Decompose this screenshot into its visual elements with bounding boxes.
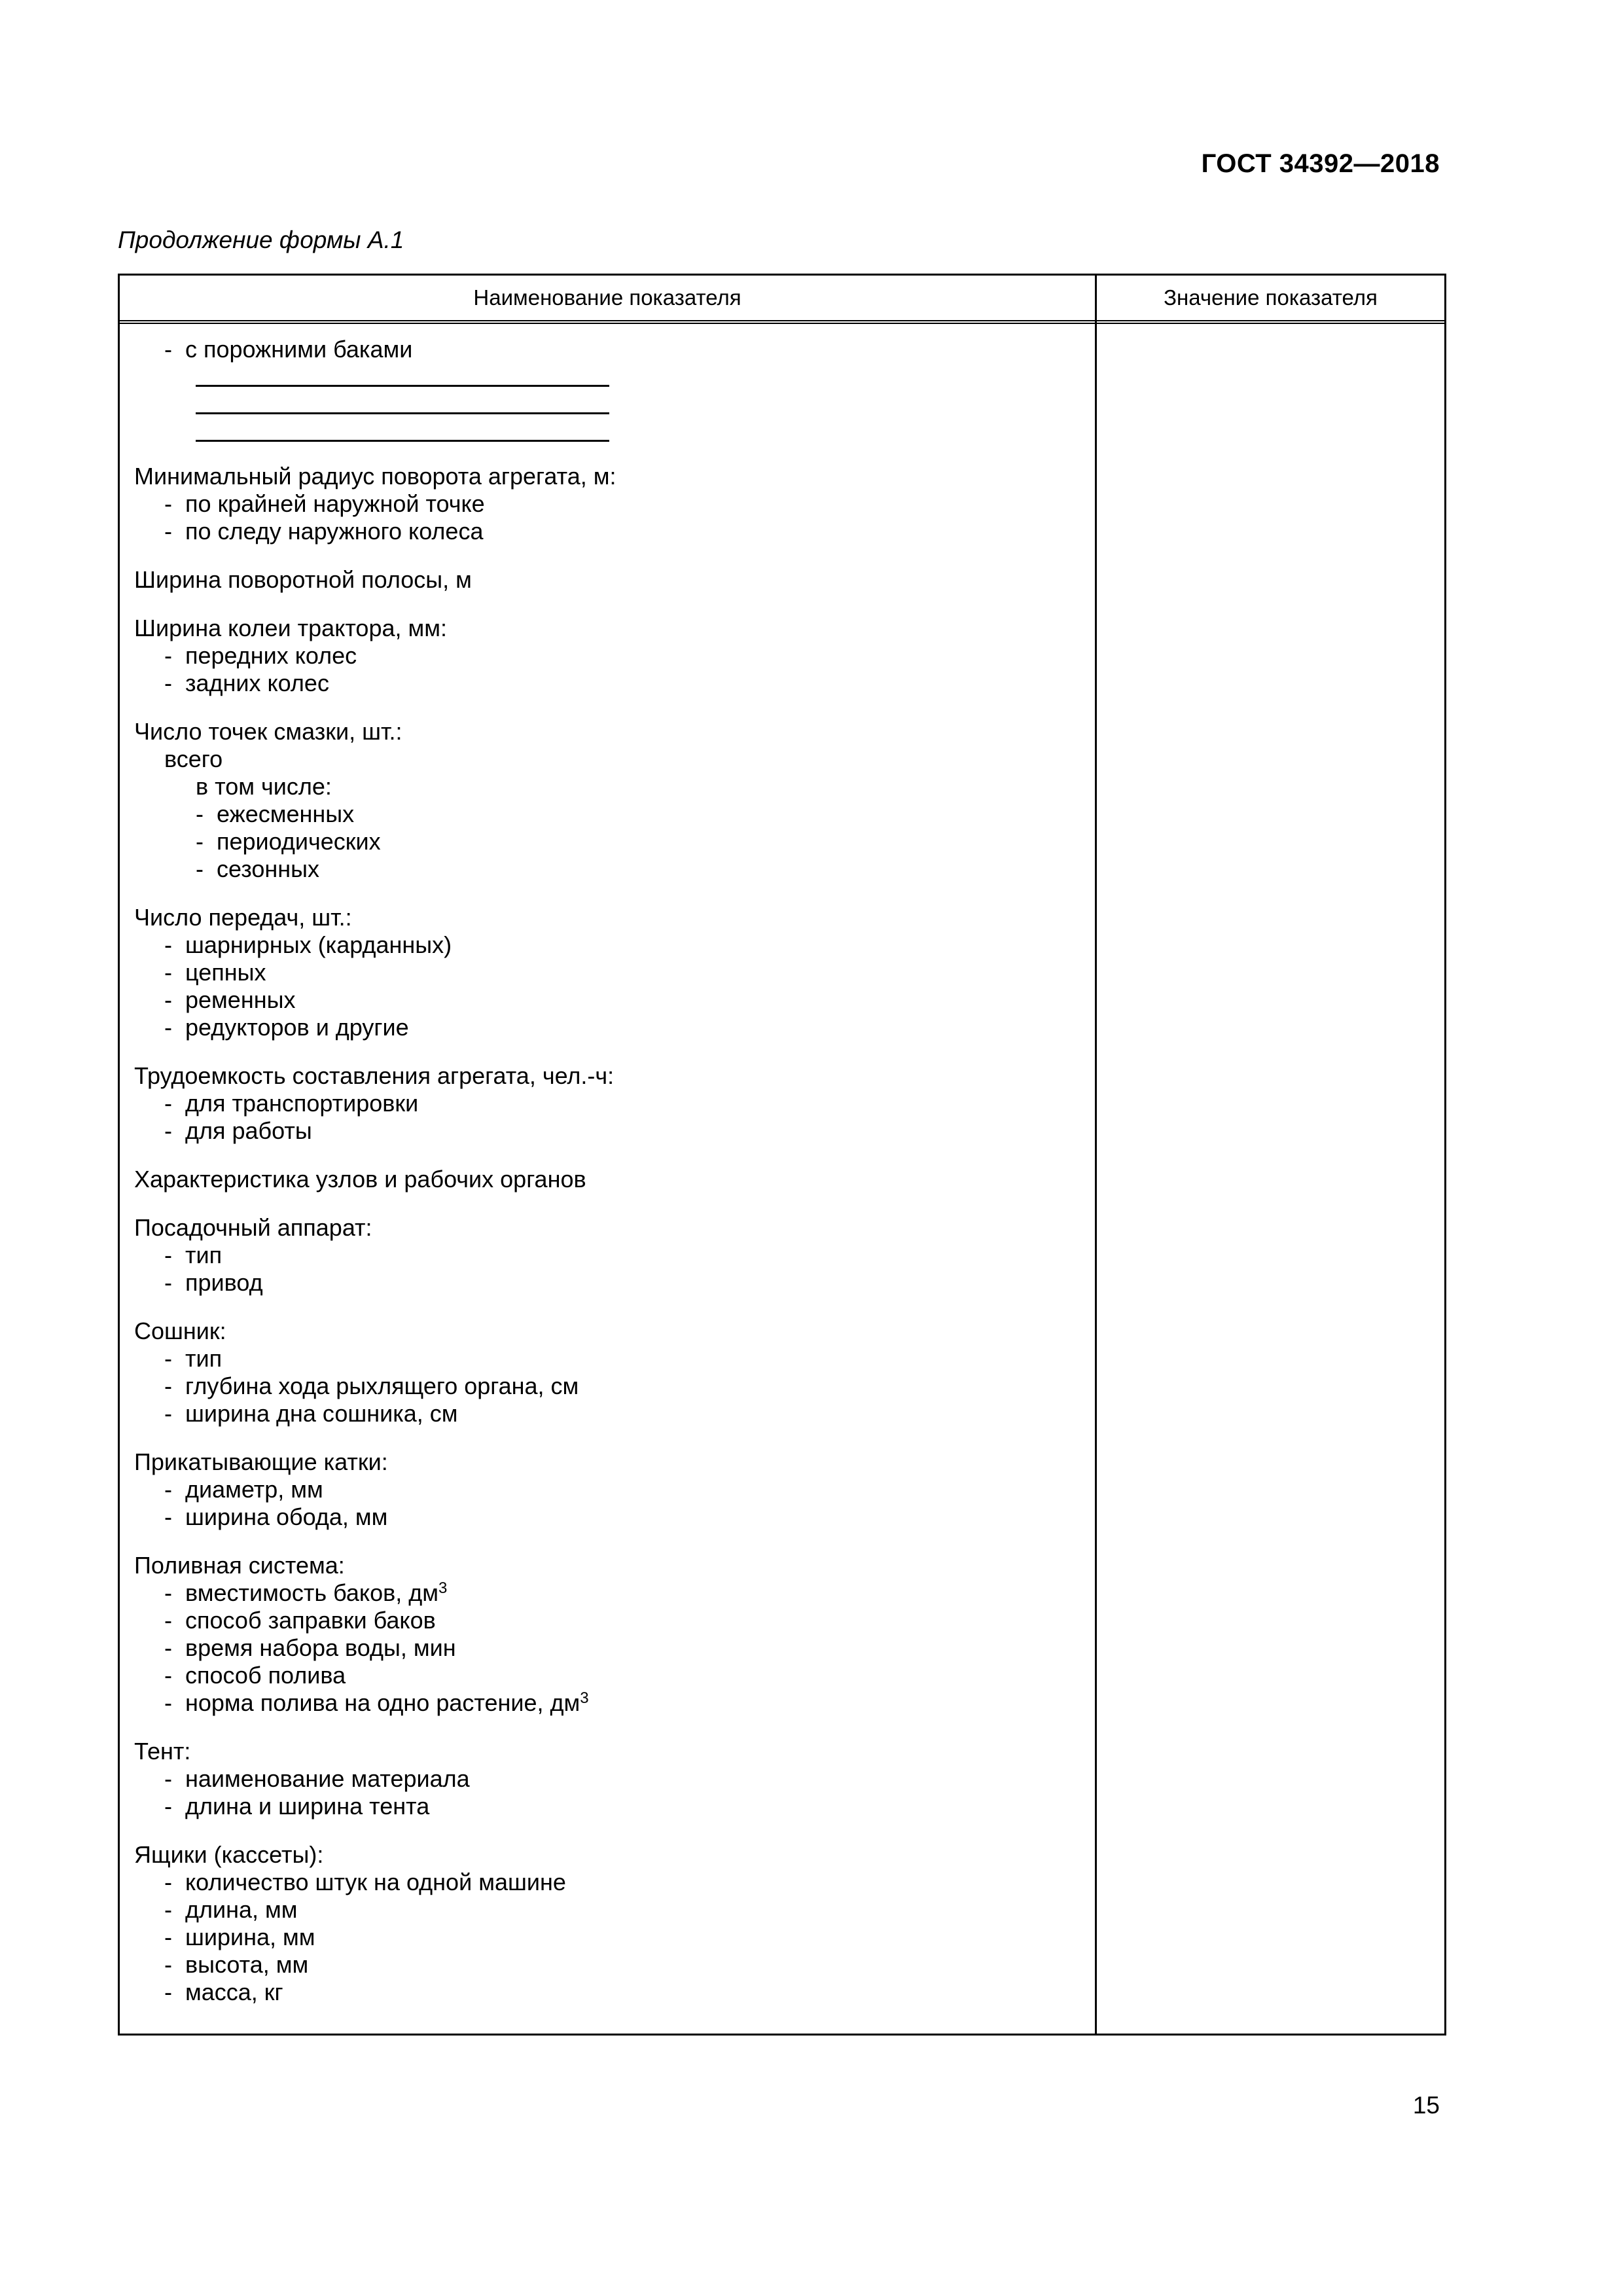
group-boxes — [134, 1841, 1090, 2006]
list-item: - с порожними баками — [164, 336, 413, 363]
blank-fill-line — [196, 387, 609, 414]
form-caption: Продолжение формы А.1 — [118, 226, 404, 253]
column-divider — [1095, 276, 1097, 2034]
list-item: - наименование материала — [164, 1765, 470, 1792]
group-title: Ширина поворотной полосы, м — [134, 566, 472, 593]
list-item: - по крайней наружной точке — [164, 490, 485, 517]
group-title: Посадочный аппарат: — [134, 1214, 372, 1241]
indicator-list — [134, 336, 1090, 2027]
list-item: - длина и ширина тента — [164, 1793, 430, 1820]
header-indicator-name: Наименование показателя — [473, 285, 741, 310]
group-units-characteristics — [134, 1166, 1090, 1193]
group-title: Ящики (кассеты): — [134, 1841, 324, 1868]
document-code: ГОСТ 34392—2018 — [1201, 149, 1440, 178]
blank-fill-line — [196, 363, 609, 387]
group-lube-points — [134, 718, 1090, 883]
list-item: - задних колес — [164, 670, 329, 696]
group-headland-width — [134, 566, 1090, 594]
form-table — [118, 274, 1446, 2036]
list-item: - высота, мм — [164, 1951, 309, 1978]
group-title: Поливная система: — [134, 1552, 345, 1579]
list-item: - вместимость баков, $дм^3$ — [164, 1579, 448, 1606]
group-labor — [134, 1062, 1090, 1145]
header-double-rule — [120, 320, 1444, 324]
group-title: Характеристика узлов и рабочих органов — [134, 1166, 586, 1193]
list-item: - сезонных — [196, 855, 319, 882]
list-item: - по следу наружного колеса — [164, 518, 484, 545]
group-title: Число передач, шт.: — [134, 904, 352, 931]
page-number: 15 — [1412, 2092, 1440, 2119]
list-item: - передних колес — [164, 642, 357, 669]
group-title: Трудоемкость составления агрегата, чел.-ч: — [134, 1062, 615, 1089]
list-item: - для работы — [164, 1117, 312, 1144]
list-item: - цепных — [164, 959, 266, 986]
group-turn-radius — [134, 463, 1090, 545]
list-item: - ширина, мм — [164, 1924, 315, 1950]
list-item-including: в том числе: — [196, 773, 332, 800]
group-planting-device — [134, 1214, 1090, 1297]
group-awning — [134, 1738, 1090, 1820]
group-title: Число точек смазки, шт.: — [134, 718, 402, 745]
list-item: - норма полива на одно растение, $дм^3$ — [164, 1689, 589, 1716]
group-title: Тент: — [134, 1738, 191, 1765]
list-item: - тип — [164, 1242, 223, 1268]
list-item: - способ полива — [164, 1662, 346, 1689]
group-coulter — [134, 1318, 1090, 1427]
list-item: - длина, мм — [164, 1896, 298, 1923]
list-item: - для транспортировки — [164, 1090, 419, 1117]
list-item: - тип — [164, 1345, 223, 1372]
list-item: - масса, кг — [164, 1979, 283, 2005]
list-item: - способ заправки баков — [164, 1607, 436, 1634]
group-empty-tanks — [134, 336, 1090, 442]
list-item: - ежесменных — [196, 800, 355, 827]
group-title: Прикатывающие катки: — [134, 1448, 388, 1475]
group-title: Минимальный радиус поворота агрегата, м: — [134, 463, 616, 490]
list-item: - редукторов и другие — [164, 1014, 409, 1041]
list-item: - количество штук на одной машине — [164, 1869, 566, 1895]
list-item: - привод — [164, 1269, 263, 1296]
list-item: - ширина дна сошника, см — [164, 1400, 458, 1427]
list-item: - ширина обода, мм — [164, 1503, 388, 1530]
blank-fill-line — [196, 414, 609, 442]
list-item: - глубина хода рыхлящего органа, см — [164, 1372, 579, 1399]
list-item: - диаметр, мм — [164, 1476, 323, 1503]
group-title: Ширина колеи трактора, мм: — [134, 615, 448, 641]
list-item: - время набора воды, мин — [164, 1634, 456, 1661]
list-item-total: всего — [164, 745, 223, 772]
group-transmissions — [134, 904, 1090, 1041]
group-track-width — [134, 615, 1090, 697]
group-irrigation — [134, 1552, 1090, 1717]
group-title: Сошник: — [134, 1318, 226, 1344]
list-item: - периодических — [196, 828, 381, 855]
group-rollers — [134, 1448, 1090, 1531]
list-item: - ременных — [164, 986, 296, 1013]
header-indicator-value: Значение показателя — [1164, 285, 1378, 310]
list-item: - шарнирных (карданных) — [164, 931, 452, 958]
